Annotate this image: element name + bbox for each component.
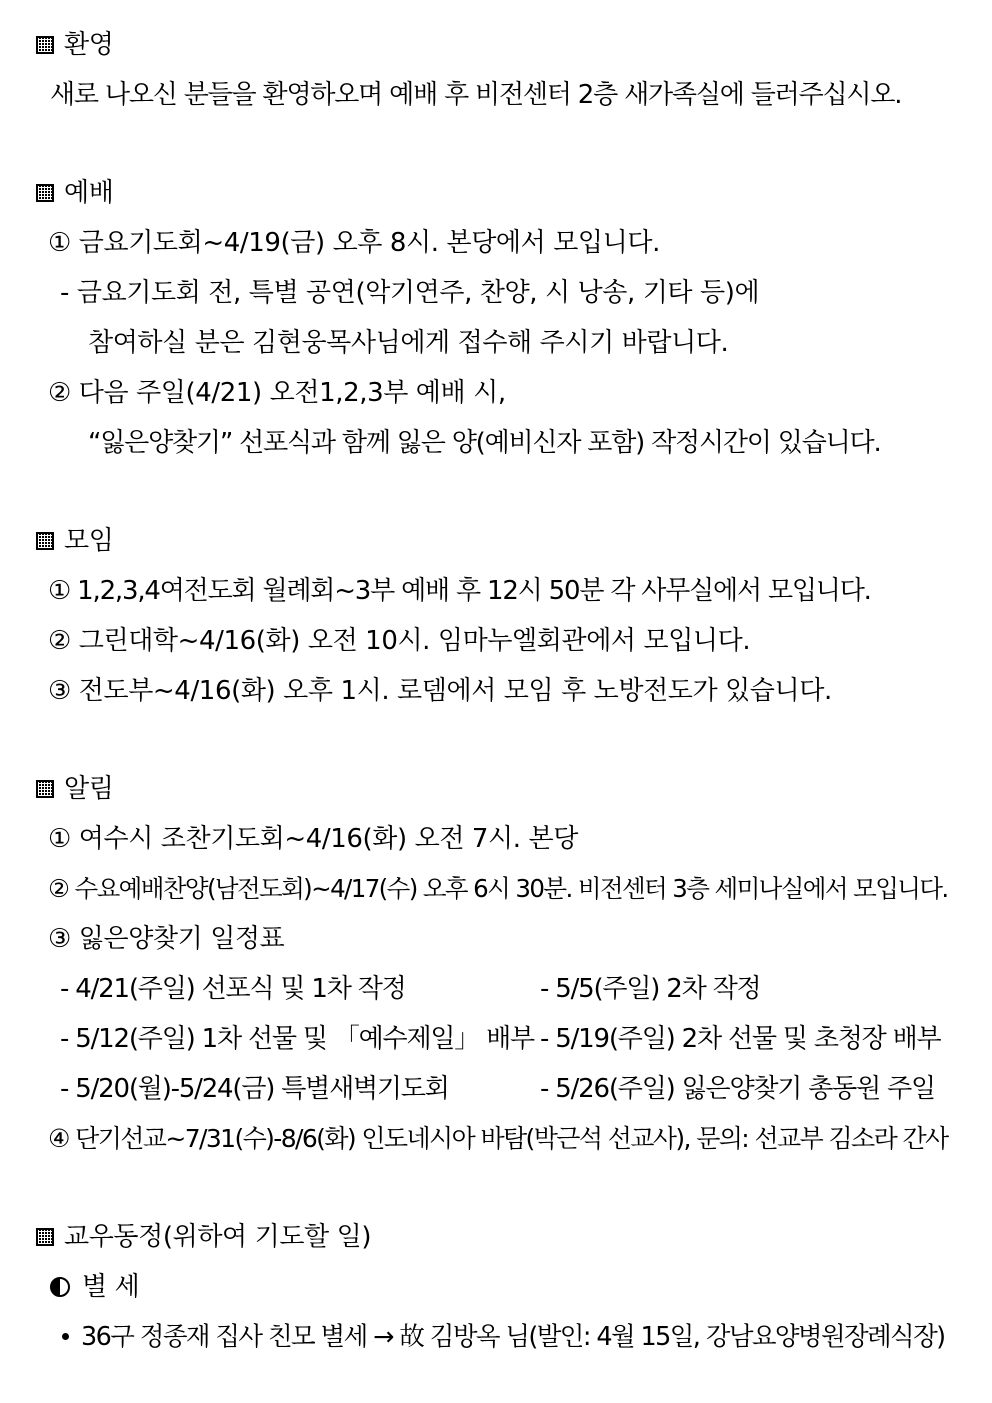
prayer-subtitle: 별 세 [50,1270,139,1304]
notice-line-1: ① 여수시 조찬기도회~4/16(화) 오전 7시. 본당 [48,824,578,854]
section-welcome-title: 환영 [36,28,113,62]
worship-line-3: 참여하실 분은 김현웅목사님에게 접수해 주시기 바랍니다. [88,328,729,358]
section-prayer-title: 교우동정(위하여 기도할 일) [36,1220,371,1254]
notice-line-4: ④ 단기선교~7/31(수)-8/6(화) 인도네시아 바탐(박근석 선교사), 문의: 선교부 김소라 간사 [48,1124,948,1153]
worship-line-2: - 금요기도회 전, 특별 공연(악기연주, 찬양, 시 낭송, 기타 등)에 [60,278,760,308]
meeting-line-2: ② 그린대학~4/16(화) 오전 10시. 임마누엘회관에서 모입니다. [48,626,751,656]
square-bullet-icon [36,184,54,202]
meeting-line-3: ③ 전도부~4/16(화) 오후 1시. 로뎀에서 모임 후 노방전도가 있습니다. [48,676,832,706]
schedule-row-3-left: - 5/20(월)-5/24(금) 특별새벽기도회 [60,1074,449,1104]
bullet-dot-icon [62,1333,69,1340]
square-bullet-icon [36,780,54,798]
section-worship-title: 예배 [36,176,113,210]
worship-line-5: “잃은양찾기” 선포식과 함께 잃은 양(예비신자 포함) 작정시간이 있습니다. [88,428,881,458]
meeting-line-1: ① 1,2,3,4여전도회 월례회~3부 예배 후 12시 50분 각 사무실에서 모입니다. [48,576,871,606]
schedule-row-1-right: - 5/5(주일) 2차 작정 [540,974,761,1004]
schedule-row-2-right: - 5/19(주일) 2차 선물 및 초청장 배부 [540,1024,941,1054]
welcome-text: 새로 나오신 분들을 환영하오며 예배 후 비전센터 2층 새가족실에 들러주십시오. [50,80,902,110]
section-notice-title: 알림 [36,772,113,806]
square-bullet-icon [36,36,54,54]
schedule-row-1-left: - 4/21(주일) 선포식 및 1차 작정 [60,974,406,1004]
schedule-row-2-left: - 5/12(주일) 1차 선물 및 「예수제일」 배부 [60,1024,534,1054]
notice-line-3: ③ 잃은양찾기 일정표 [48,924,285,954]
prayer-item: 36구 정종재 집사 친모 별세 → 故 김방옥 님(발인: 4월 15일, 강남요양병원장례식장) [62,1320,944,1354]
notice-line-2: ② 수요예배찬양(남전도회)~4/17(수) 오후 6시 30분. 비전센터 3층 세미나실에서 모입니다. [48,874,948,903]
worship-line-4: ② 다음 주일(4/21) 오전1,2,3부 예배 시, [48,378,506,408]
square-bullet-icon [36,1228,54,1246]
section-meeting-title: 모임 [36,524,113,558]
half-circle-icon [50,1277,70,1297]
schedule-row-3-right: - 5/26(주일) 잃은양찾기 총동원 주일 [540,1074,935,1104]
square-bullet-icon [36,532,54,550]
worship-line-1: ① 금요기도회~4/19(금) 오후 8시. 본당에서 모입니다. [48,228,660,258]
